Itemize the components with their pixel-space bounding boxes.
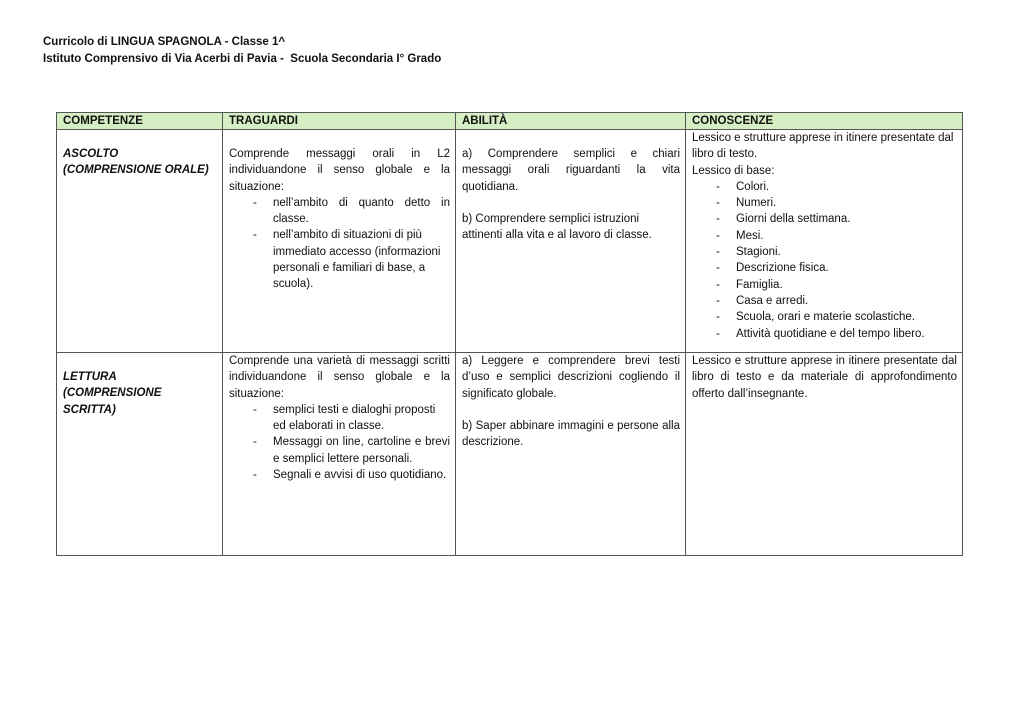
column-header-traguardi: TRAGUARDI	[223, 113, 456, 130]
list-item: - nell’ambito di situazioni di più immediato accesso (informazioni personali e familiari di base, a scuola).	[229, 227, 450, 292]
cell-competenze	[57, 130, 223, 353]
conoscenze-intro: Lessico e strutture apprese in itinere presentate dal libro di testo e da materiale di approfondimento offerto dall’insegnante.	[692, 355, 957, 400]
competenza-subtitle: (COMPRENSIONE SCRITTA)	[63, 387, 162, 416]
list-item: - Descrizione fisica.	[692, 260, 957, 276]
competenza-subtitle: (COMPRENSIONE ORALE)	[63, 164, 209, 177]
cell-conoscenze	[686, 130, 963, 353]
cell-competenze	[57, 353, 223, 556]
list-item: - Mesi.	[692, 228, 957, 244]
table-row	[57, 130, 963, 353]
competenza-title: LETTURA	[63, 371, 117, 383]
list-item: - Colori.	[692, 179, 957, 195]
abilita-item: a) Leggere e comprendere brevi testi d’uso e semplici descrizioni cogliendo il significato globale.	[462, 355, 680, 400]
list-item: - Numeri.	[692, 195, 957, 211]
document-title: Curricolo di LINGUA SPAGNOLA - Classe 1^	[43, 36, 286, 48]
table-row	[57, 353, 963, 556]
cell-traguardi	[223, 353, 456, 556]
list-item: - Famiglia.	[692, 277, 957, 293]
list-item: - nell’ambito di quanto detto in classe.	[229, 195, 450, 228]
table-header-row	[57, 113, 963, 130]
list-item: - Scuola, orari e materie scolastiche.	[692, 309, 957, 325]
traguardi-list	[229, 402, 450, 483]
list-item: - Attività quotidiane e del tempo libero.	[692, 326, 957, 342]
conoscenze-intro: Lessico e strutture apprese in itinere presentate dal libro di testo.	[692, 132, 954, 161]
cell-traguardi	[223, 130, 456, 353]
conoscenze-list	[692, 179, 957, 342]
abilita-item: b) Saper abbinare immagini e persone alla descrizione.	[462, 419, 680, 449]
abilita-item: b) Comprendere semplici istruzioni attinenti alla vita e al lavoro di classe.	[462, 212, 652, 242]
column-header-conoscenze: CONOSCENZE	[686, 113, 963, 130]
traguardi-intro: Comprende messaggi orali in L2 individuandone il senso globale e la situazione:	[229, 148, 450, 193]
column-header-competenze: COMPETENZE	[57, 113, 223, 130]
competenza-title: ASCOLTO	[63, 148, 119, 160]
list-item: - semplici testi e dialoghi proposti ed elaborati in classe.	[229, 402, 450, 435]
list-item: - Giorni della settimana.	[692, 211, 957, 227]
cell-conoscenze	[686, 353, 963, 556]
document-subtitle: Istituto Comprensivo di Via Acerbi di Pavia - Scuola Secondaria I° Grado	[43, 53, 442, 65]
column-header-abilita: ABILITÀ	[456, 113, 686, 130]
curriculum-table	[56, 112, 963, 556]
list-item: - Casa e arredi.	[692, 293, 957, 309]
document-header	[43, 34, 441, 68]
traguardi-list	[229, 195, 450, 293]
conoscenze-subtitle: Lessico di base:	[692, 164, 775, 177]
cell-abilita	[456, 353, 686, 556]
list-item: - Segnali e avvisi di uso quotidiano.	[229, 467, 450, 483]
list-item: - Messaggi on line, cartoline e brevi e semplici lettere personali.	[229, 434, 450, 467]
traguardi-intro: Comprende una varietà di messaggi scritti individuandone il senso globale e la situazione:	[229, 355, 450, 400]
cell-abilita	[456, 130, 686, 353]
abilita-item: a) Comprendere semplici e chiari messaggi orali riguardanti la vita quotidiana.	[462, 148, 680, 193]
list-item: - Stagioni.	[692, 244, 957, 260]
